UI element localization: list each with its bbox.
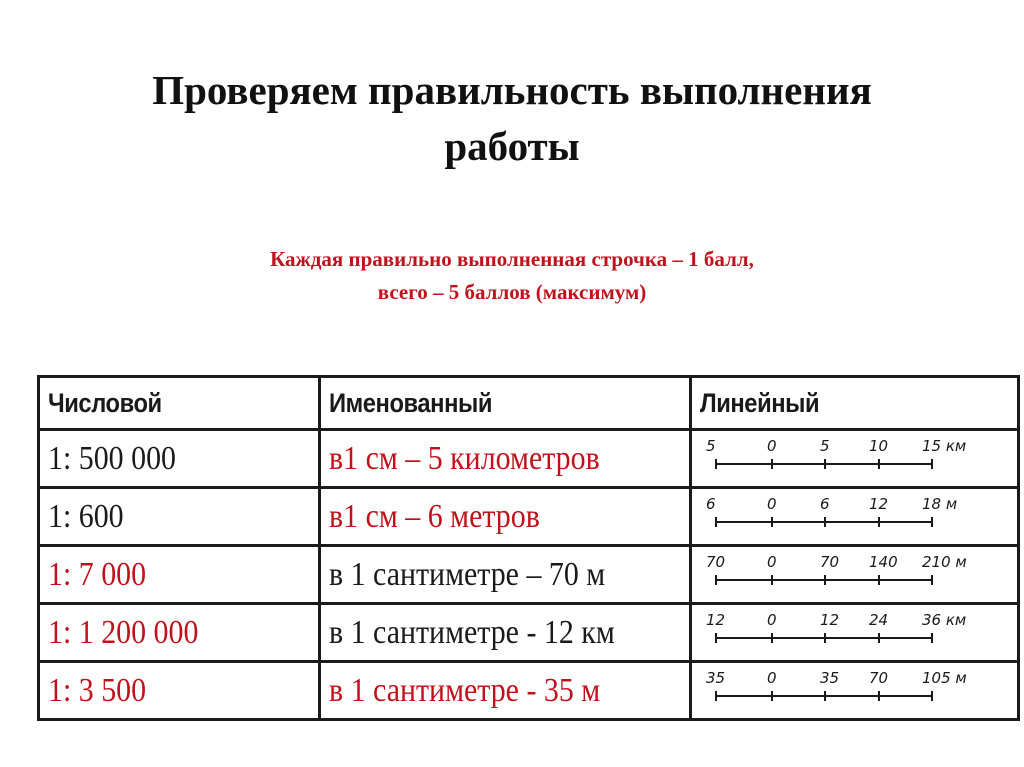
linear-scale-cell	[691, 546, 1019, 604]
scale-label: 0	[767, 495, 777, 513]
named-scale-value: в 1 сантиметре - 12 км	[329, 613, 615, 651]
table-row	[39, 488, 1019, 546]
numeric-scale-cell	[39, 430, 320, 488]
table-body	[39, 430, 1019, 720]
scale-table	[37, 375, 1020, 721]
numeric-scale-value: 1: 600	[48, 497, 124, 535]
scale-label: 24	[869, 611, 889, 629]
scale-label: 12	[706, 611, 726, 629]
linear-scale-cell	[691, 662, 1019, 720]
numeric-scale-cell	[39, 546, 320, 604]
linear-scale-cell	[691, 430, 1019, 488]
grading-note	[0, 243, 1024, 309]
scale-label: 0	[767, 669, 777, 687]
scale-label: 140	[869, 553, 898, 571]
scale-label: 36 км	[922, 611, 967, 629]
title-line-1: Проверяем правильность выполнения	[152, 67, 872, 113]
scale-label: 105 м	[922, 669, 967, 687]
page-title	[0, 62, 1024, 174]
numeric-scale-value: 1: 7 000	[48, 555, 147, 593]
scale-label: 35	[706, 669, 726, 687]
linear-scale-drawing	[696, 605, 996, 651]
named-scale-cell	[320, 430, 691, 488]
header-numeric: Числовой	[39, 377, 320, 430]
scale-label: 0	[767, 611, 777, 629]
numeric-scale-value: 1: 1 200 000	[48, 613, 199, 651]
header-linear: Линейный	[691, 377, 1019, 430]
scale-label: 70	[706, 553, 726, 571]
scale-label: 210 м	[922, 553, 967, 571]
scale-label: 15 км	[922, 437, 967, 455]
named-scale-value: в 1 сантиметре - 35 м	[329, 671, 601, 709]
named-scale-cell	[320, 488, 691, 546]
named-scale-value: в1 см – 5 километров	[329, 439, 600, 477]
named-scale-cell	[320, 662, 691, 720]
named-scale-value: в1 см – 6 метров	[329, 497, 540, 535]
linear-scale-drawing	[696, 489, 996, 535]
scale-label: 12	[869, 495, 889, 513]
scale-label: 18 м	[922, 495, 958, 513]
linear-scale-drawing	[696, 547, 996, 593]
named-scale-cell	[320, 546, 691, 604]
scale-label: 35	[820, 669, 840, 687]
numeric-scale-cell	[39, 604, 320, 662]
table-row	[39, 430, 1019, 488]
scale-label: 5	[820, 437, 830, 455]
scale-label: 12	[820, 611, 840, 629]
linear-scale-cell	[691, 604, 1019, 662]
linear-scale-cell	[691, 488, 1019, 546]
scale-label: 5	[706, 437, 716, 455]
numeric-scale-value: 1: 3 500	[48, 671, 147, 709]
header-named: Именованный	[320, 377, 691, 430]
scale-label: 70	[820, 553, 840, 571]
named-scale-value: в 1 сантиметре – 70 м	[329, 555, 606, 593]
numeric-scale-cell	[39, 662, 320, 720]
named-scale-cell	[320, 604, 691, 662]
grading-note-line-1: Каждая правильно выполненная строчка – 1 балл,	[270, 247, 754, 271]
table-row	[39, 662, 1019, 720]
numeric-scale-cell	[39, 488, 320, 546]
scale-label: 0	[767, 437, 777, 455]
scale-label: 0	[767, 553, 777, 571]
scale-table-container	[37, 375, 984, 709]
scale-label: 6	[706, 495, 716, 513]
title-line-2: работы	[444, 123, 580, 169]
linear-scale-drawing	[696, 663, 996, 709]
numeric-scale-value: 1: 500 000	[48, 439, 176, 477]
linear-scale-drawing	[696, 431, 996, 477]
table-row	[39, 546, 1019, 604]
table-header-row	[39, 377, 1019, 430]
grading-note-line-2: всего – 5 баллов (максимум)	[377, 280, 647, 304]
table-row	[39, 604, 1019, 662]
scale-label: 70	[869, 669, 889, 687]
scale-label: 10	[869, 437, 889, 455]
scale-label: 6	[820, 495, 830, 513]
